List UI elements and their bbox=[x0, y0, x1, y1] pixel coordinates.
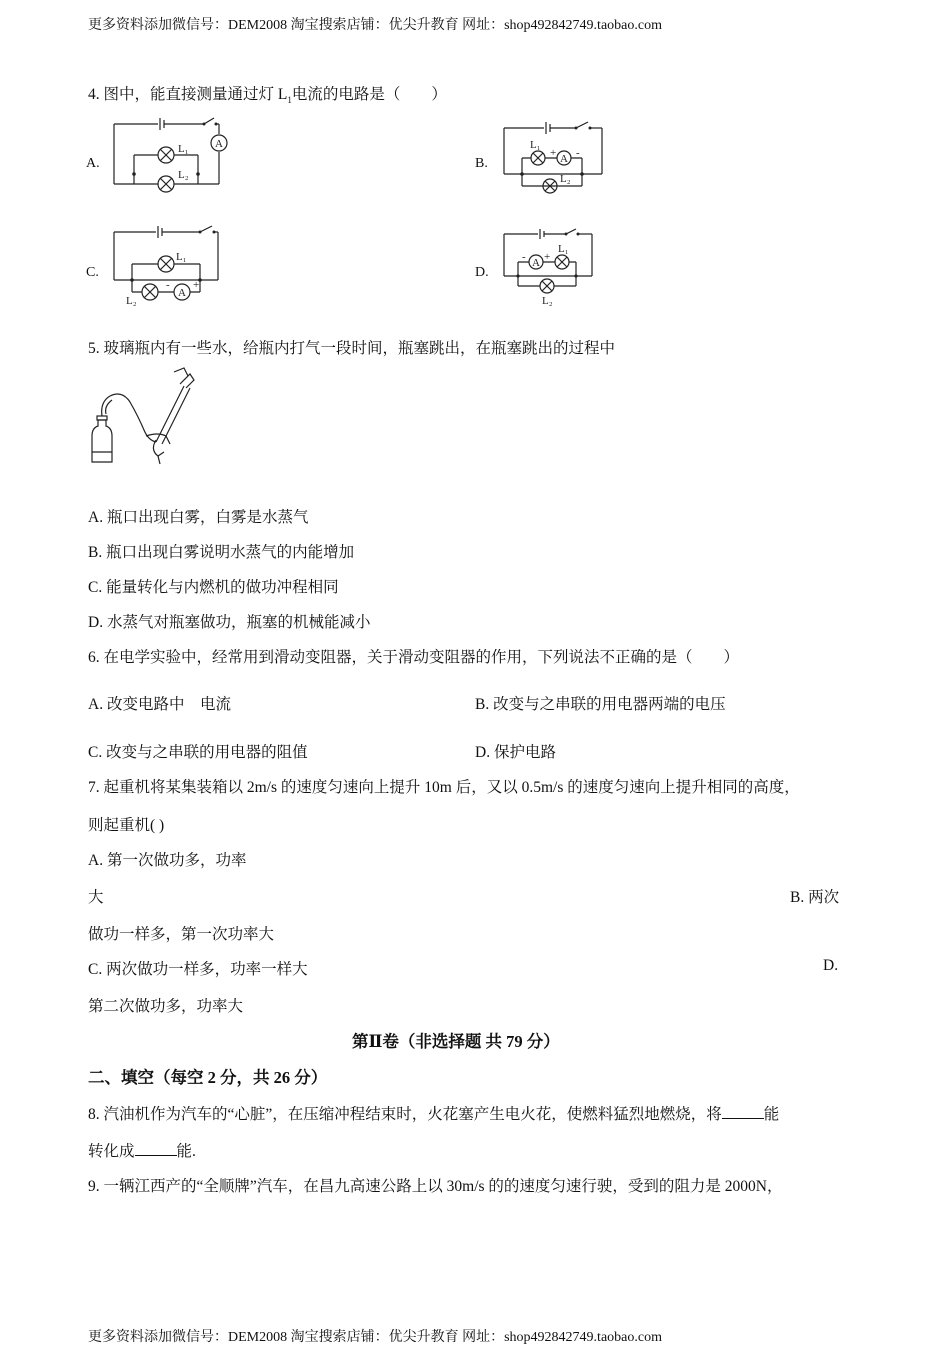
svg-text:L₁: L₁ bbox=[176, 251, 187, 263]
circuit-diagram-b bbox=[500, 118, 610, 202]
q8-blank-2[interactable] bbox=[135, 1143, 177, 1156]
bottle-pump-illustration bbox=[86, 366, 196, 472]
svg-text:L₁: L₁ bbox=[558, 243, 569, 255]
q6-option-a: A. 改变电路中 电流 bbox=[88, 696, 231, 713]
circuit-diagram-a bbox=[108, 112, 238, 202]
q7-option-a-part1: A. 第一次做功多，功率 bbox=[88, 852, 247, 869]
q9-stem: 9. 一辆江西产的“全顺牌”汽车，在昌九高速公路上以 30m/s 的的速度匀速行驶，受到的阻力是 2000N， bbox=[88, 1178, 783, 1195]
svg-text:A: A bbox=[178, 287, 186, 299]
svg-text:-: - bbox=[522, 251, 526, 263]
q8-blank-1[interactable] bbox=[722, 1106, 764, 1119]
q4-option-a-label: A. bbox=[86, 156, 100, 171]
svg-text:L₁: L₁ bbox=[178, 143, 189, 155]
svg-text:-: - bbox=[166, 279, 170, 291]
svg-text:L₁: L₁ bbox=[530, 139, 541, 151]
section-fill-blank-title: 二、填空（每空 2 分，共 26 分） bbox=[88, 1068, 328, 1087]
q4-option-c-label: C. bbox=[86, 265, 99, 280]
q7-option-b-part1: B. 两次 bbox=[790, 889, 840, 906]
q7-stem-line1: 7. 起重机将某集装箱以 2m/s 的速度匀速向上提升 10m 后，又以 0.5m/s 的速度匀速向上提升相同的高度， bbox=[88, 779, 800, 796]
q6-option-d: D. 保护电路 bbox=[475, 744, 556, 761]
page-header: 更多资料添加微信号：DEM2008 淘宝搜索店铺：优尖升教育 网址：shop492842749.taobao.com bbox=[88, 18, 662, 33]
q7-option-d-part1: D. bbox=[823, 957, 839, 974]
svg-text:A: A bbox=[532, 257, 540, 269]
q7-stem-line2: 则起重机( ) bbox=[88, 817, 165, 834]
q5-option-b: B. 瓶口出现白雾说明水蒸气的内能增加 bbox=[88, 544, 355, 561]
part2-title: 第Ⅱ卷（非选择题 共 79 分） bbox=[352, 1032, 560, 1051]
svg-text:+: + bbox=[193, 279, 200, 291]
q7-option-b-part2: 做功一样多，第一次功率大 bbox=[88, 926, 275, 943]
q5-option-c: C. 能量转化与内燃机的做功冲程相同 bbox=[88, 579, 339, 596]
q4-option-b-label: B. bbox=[475, 156, 488, 171]
circuit-diagram-c bbox=[108, 222, 228, 308]
svg-text:-: - bbox=[576, 147, 580, 159]
q6-option-b: B. 改变与之串联的用电器两端的电压 bbox=[475, 696, 726, 713]
svg-text:A: A bbox=[560, 153, 568, 165]
svg-text:A: A bbox=[215, 138, 223, 150]
svg-text:L₂: L₂ bbox=[126, 295, 137, 307]
svg-text:+: + bbox=[550, 147, 557, 159]
q8-line2: 转化成 能. bbox=[88, 1143, 196, 1160]
q7-option-c: C. 两次做功一样多，功率一样大 bbox=[88, 961, 308, 978]
svg-text:L₂: L₂ bbox=[560, 173, 571, 185]
q6-stem: 6. 在电学实验中，经常用到滑动变阻器，关于滑动变阻器的作用，下列说法不正确的是（ ） bbox=[88, 649, 740, 666]
svg-text:L₂: L₂ bbox=[178, 169, 189, 181]
q5-option-d: D. 水蒸气对瓶塞做功，瓶塞的机械能减小 bbox=[88, 614, 371, 631]
q5-stem: 5. 玻璃瓶内有一些水，给瓶内打气一段时间，瓶塞跳出，在瓶塞跳出的过程中 bbox=[88, 340, 616, 357]
q5-option-a: A. 瓶口出现白雾，白雾是水蒸气 bbox=[88, 509, 309, 526]
q7-option-a-part2: 大 bbox=[88, 889, 104, 906]
q4-option-d-label: D. bbox=[475, 265, 489, 280]
svg-text:+: + bbox=[544, 251, 551, 263]
q4-stem: 4. 图中，能直接测量通过灯 $L_1$电流的电路是（ ） bbox=[88, 86, 447, 106]
svg-text:L₂: L₂ bbox=[542, 295, 553, 307]
q8-line1: 8. 汽油机作为汽车的“心脏”，在压缩冲程结束时，火花塞产生电火花，使燃料猛烈地燃烧，将 能 bbox=[88, 1106, 780, 1123]
page-footer: 更多资料添加微信号：DEM2008 淘宝搜索店铺：优尖升教育 网址：shop492842749.taobao.com bbox=[88, 1330, 662, 1345]
q7-option-d-part2: 第二次做功多，功率大 bbox=[88, 998, 244, 1015]
circuit-diagram-d bbox=[500, 226, 600, 310]
q6-option-c: C. 改变与之串联的用电器的阻值 bbox=[88, 744, 308, 761]
